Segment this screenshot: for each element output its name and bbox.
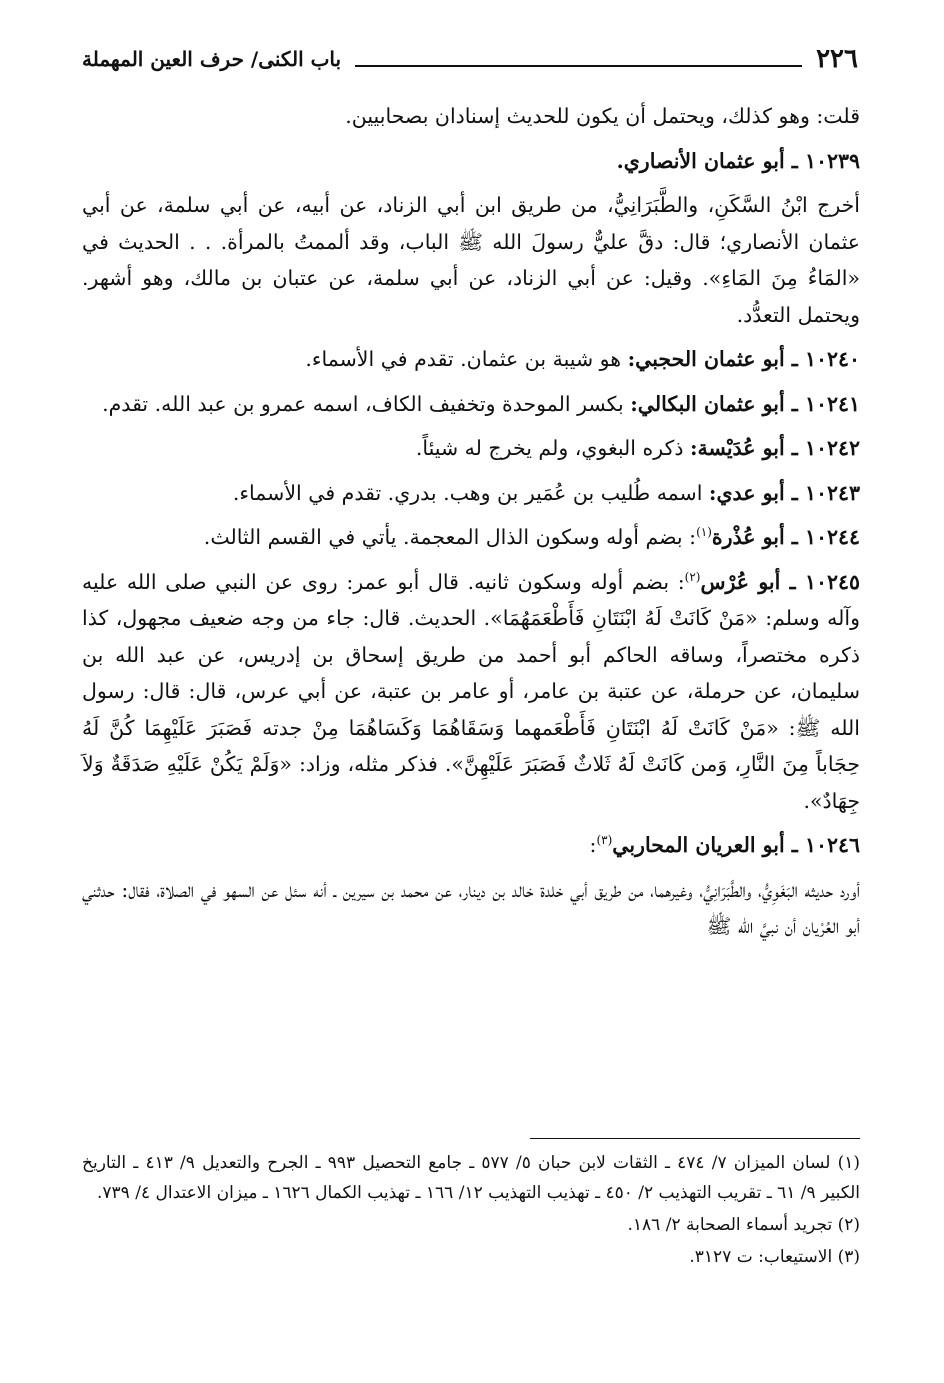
entry-heading: ١٠٢٤٣ ـ أبو عدي: [708, 480, 860, 505]
footnote-ref[interactable]: (٢) [684, 569, 701, 584]
entry-10243 [82, 475, 860, 512]
footnote-ref[interactable]: (١) [696, 525, 712, 540]
entry-text: اسمه طُليب بن عُمَير بن وهب. بدري. تقدم في الأسماء. [232, 480, 709, 505]
entry-10242 [82, 430, 860, 467]
footnote-1: (١) لسان الميزان ٧/ ٤٧٤ ـ الثقات لابن حبان ٥/ ٥٧٧ ـ جامع التحصيل ٩٩٣ ـ الجرح والتعديل ٩/ ٤١٣ ـ التاريخ الكبير ٩/ ٦١ ـ تقريب التهذيب ٢/ ٤٥٠ ـ تهذيب التهذيب ١٢/ ١٦٦ ـ تهذيب الكمال ١٦٢٦ ـ ميزان الاعتدال ٤/ ٧٣٩. [82, 1153, 860, 1203]
paragraph-text: قلت: وهو كذلك، ويحتمل أن يكون للحديث إسنادان بصحابيين. [345, 104, 860, 128]
entry-10241 [82, 386, 860, 423]
entry-text: : بضم أوله وسكون الذال المعجمة. يأتي في القسم الثالث. [203, 525, 697, 549]
paragraph [82, 872, 860, 945]
entry-heading: ١٠٢٤٥ ـ أبو عُرْس [700, 569, 861, 594]
page-number: ٢٢٦ [816, 44, 858, 74]
paragraph [82, 98, 860, 135]
entry-10239 [82, 143, 860, 180]
footnotes [82, 1148, 860, 1274]
paragraph-text: أخرج ابْنُ السَّكَنِ، والطَّبَرَانِيُّ، من طريق ابن أبي الزناد، عن أبيه، عن أبي سلمة، عن أبي عثمان الأنصاري؛ قال: دقَّ عليٌّ رسولَ الله ﷺ الباب، وقد ألممتُ بالمرأة. . . الحديث في «المَاءُ مِنَ المَاءِ». وقيل: عن أبي الزناد، عن أبي سلمة، عن عتبان بن مالك، وهو أشهر. ويحتمل التعدُّد. [82, 193, 860, 327]
entry-heading: ١٠٢٤١ ـ أبو عثمان البكالي: [630, 391, 860, 416]
entry-10245 [82, 564, 860, 820]
entry-heading: ١٠٢٣٩ ـ أبو عثمان الأنصاري. [616, 148, 860, 173]
page-header [82, 42, 858, 76]
entry-text: هو شيبة بن عثمان. تقدم في الأسماء. [305, 347, 628, 371]
running-title: باب الكنى/ حرف العين المهملة [82, 47, 342, 71]
entry-heading: ١٠٢٤٤ ـ أبو عُذْرة [711, 525, 860, 549]
footnote-3: (٣) الاستيعاب: ت ٣١٢٧. [689, 1247, 860, 1267]
footnote-2: (٢) تجريد أسماء الصحابة ٢/ ١٨٦. [627, 1215, 860, 1235]
entry-10244 [82, 519, 860, 556]
entry-heading: ١٠٢٤٦ ـ أبو العريان المحاربي [612, 833, 860, 857]
entry-text: ذكره البغوي، ولم يخرج له شيئاً. [415, 436, 690, 460]
entry-text: : بضم أوله وسكون ثانيه. قال أبو عمر: روى عن النبي صلى الله عليه وآله وسلم: «مَنْ كَانَتْ لَهُ ابْنَتَانِ فَأَطْعَمَهُمَا». الحديث. قال: جاء من وجه ضعيف مجهول، كذا ذكره مختصراً، وساقه الحاكم أبو أحمد من طريق إسحاق بن إدريس، عن عبد الله بن سليمان، عن حرملة، عن عتبة بن عامر، أو عامر بن عتبة، عن أبي عرس، قال: قال: رسول الله ﷺ: «مَنْ كَانَتْ لَهُ ابْنَتَانِ فَأَطْعَمهما وَسَقَاهُمَا وَكَسَاهُمَا مِنْ جدته فَصَبَرَ عَلَيْهِمَا كُنَّ لَهُ حِجَاباً مِنَ النَّارِ، وَمن كَانَتْ لَهُ ثَلاثٌ فَصَبَرَ عَلَيْهِنَّ». فذكر مثله، وزاد: «وَلَمْ يَكُنْ عَلَيْهِ صَدَقَةٌ وَلاَ جِهَادٌ». [82, 569, 860, 813]
footnote-ref[interactable]: (٣) [596, 833, 613, 848]
footnote-divider [530, 1138, 860, 1139]
main-text [82, 98, 860, 953]
entry-heading: ١٠٢٤٠ ـ أبو عثمان الحجبي: [627, 347, 860, 371]
entry-text: بكسر الموحدة وتخفيف الكاف، اسمه عمرو بن عبد الله. تقدم. [102, 391, 631, 416]
header-rule [355, 65, 802, 67]
paragraph [82, 187, 860, 333]
entry-heading: ١٠٢٤٢ ـ أبو عُدَيْسة: [689, 436, 860, 460]
paragraph-text: أورد حديثه البَغَوِيُّ، والطَّبَرَانِيُّ، وغيرهما، من طريق أبي خلدة خالد بن دينار، عن محمد بن سيرين ـ أنه سئل عن السهو في الصلاة، فقال: حدثني أبو العُرْيان أن نبيَّ الله ﷺ [82, 877, 860, 938]
entry-10246 [82, 827, 860, 864]
entry-10240 [82, 341, 860, 378]
entry-text: : [589, 833, 597, 857]
